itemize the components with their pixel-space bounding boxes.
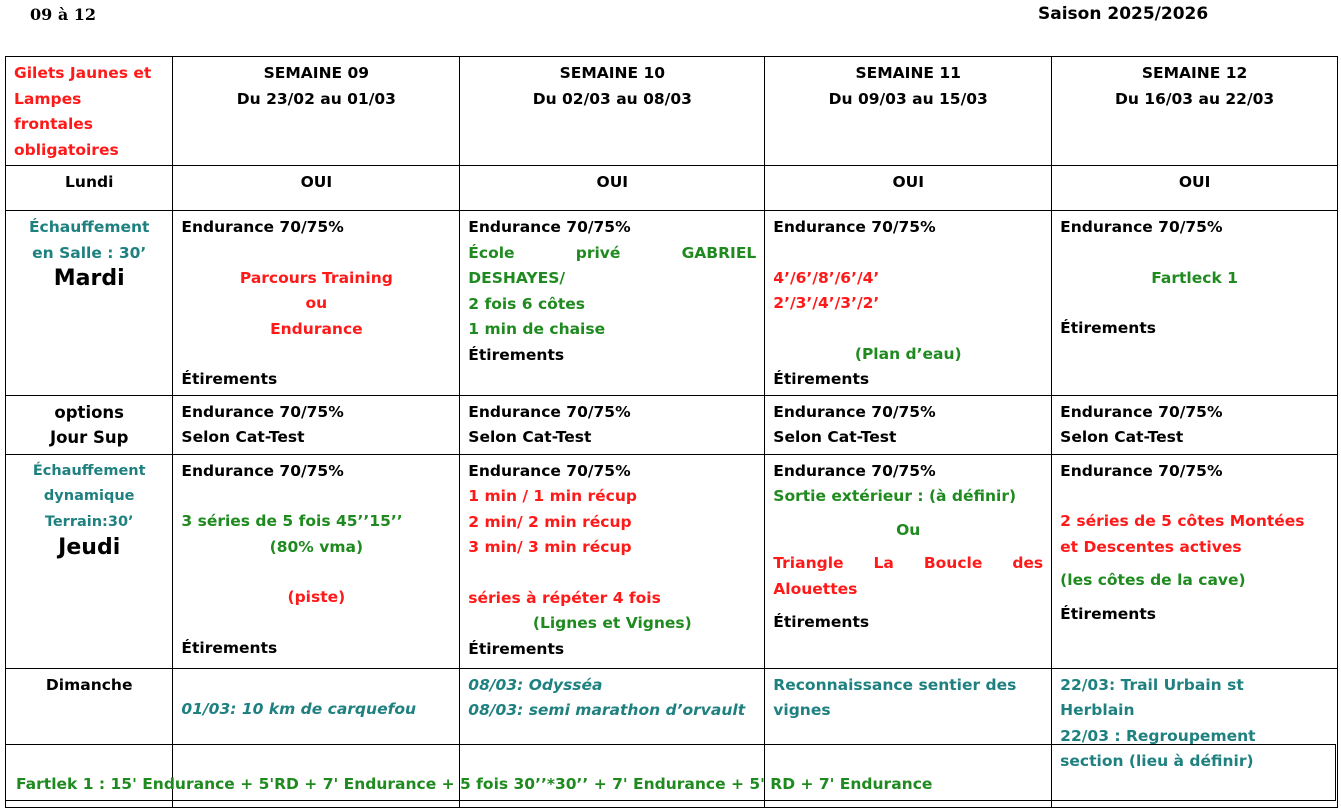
season-label: Saison 2025/2026 — [1038, 4, 1209, 24]
week-10-header: SEMAINE 10 Du 02/03 au 08/03 — [460, 57, 765, 166]
options-w11: Endurance 70/75% Selon Cat-Test — [765, 395, 1052, 454]
mardi-w11: Endurance 70/75% 4’/6’/8’/6’/4’ 2’/3’/4’/3’/2’ (Plan d’eau) Étirements — [765, 211, 1052, 396]
options-w09: Endurance 70/75% Selon Cat-Test — [173, 395, 460, 454]
dimanche-w10: 08/03: Odysséa 08/03: semi marathon d’orvault — [460, 668, 765, 807]
mardi-w10: Endurance 70/75% École privé GABRIEL DESHAYES/ 2 fois 6 côtes 1 min de chaise Étirements — [460, 211, 765, 396]
training-plan-table — [5, 56, 1338, 808]
lundi-w12: OUI — [1052, 166, 1338, 211]
lundi-row — [6, 166, 1338, 211]
options-w10: Endurance 70/75% Selon Cat-Test — [460, 395, 765, 454]
dimanche-w09: 01/03: 10 km de carquefou — [173, 668, 460, 807]
jeudi-w09: Endurance 70/75% 3 séries de 5 fois 45’’15’’ (80% vma) (piste) Étirements — [173, 454, 460, 668]
options-label: options Jour Sup — [6, 395, 173, 454]
page-range-label: 09 à 12 — [30, 5, 97, 24]
week-09-header: SEMAINE 09 Du 23/02 au 01/03 — [173, 57, 460, 166]
lundi-w10: OUI — [460, 166, 765, 211]
mardi-w12: Endurance 70/75% Fartleck 1 Étirements — [1052, 211, 1338, 396]
options-row — [6, 395, 1338, 454]
jeudi-label-cell: Échauffement dynamique Terrain:30’ Jeudi — [6, 454, 173, 668]
options-w12: Endurance 70/75% Selon Cat-Test — [1052, 395, 1338, 454]
mardi-label: Mardi — [53, 266, 125, 291]
jeudi-label: Jeudi — [58, 535, 121, 560]
mardi-w09: Endurance 70/75% Parcours Training ou Endurance Étirements — [173, 211, 460, 396]
dimanche-w11: Reconnaissance sentier des vignes — [765, 668, 1052, 807]
safety-note: Gilets Jaunes et Lampes frontales obligatoires — [6, 57, 173, 166]
dimanche-label: Dimanche — [6, 668, 173, 807]
fartlek-footer — [5, 744, 1336, 801]
lundi-w09: OUI — [173, 166, 460, 211]
week-11-header: SEMAINE 11 Du 09/03 au 15/03 — [765, 57, 1052, 166]
lundi-label: Lundi — [6, 166, 173, 211]
dimanche-w12: 22/03: Trail Urbain st Herblain 22/03 : Regroupement section (lieu à définir) — [1052, 668, 1338, 807]
lundi-w11: OUI — [765, 166, 1052, 211]
week-12-header: SEMAINE 12 Du 16/03 au 22/03 — [1052, 57, 1338, 166]
jeudi-w12: Endurance 70/75% 2 séries de 5 côtes Montées et Descentes actives (les côtes de la cave) Étirements — [1052, 454, 1338, 668]
fartlek-description: Fartlek 1 : 15' Endurance + 5'RD + 7' Endurance + 5 fois 30’’*30’’ + 7' Endurance + 5' RD + 7' Endurance — [16, 775, 933, 793]
table-header-row — [6, 57, 1338, 166]
mardi-label-cell: Échauffement en Salle : 30’ Mardi — [6, 211, 173, 396]
jeudi-w11: Endurance 70/75% Sortie extérieur : (à définir) Ou Triangle La Boucle des Alouettes Étirements — [765, 454, 1052, 668]
jeudi-row — [6, 454, 1338, 668]
mardi-row — [6, 211, 1338, 396]
jeudi-w10: Endurance 70/75% 1 min / 1 min récup 2 min/ 2 min récup 3 min/ 3 min récup séries à répéter 4 fois (Lignes et Vignes) Étirements — [460, 454, 765, 668]
